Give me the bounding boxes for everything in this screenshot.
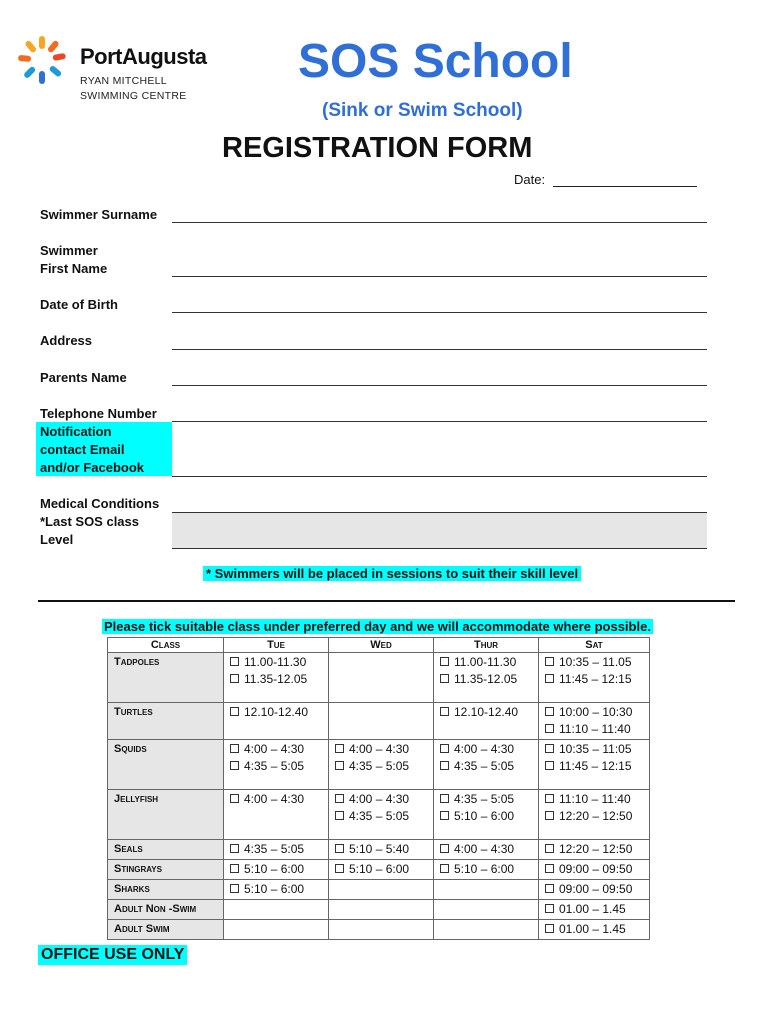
last-class-label-line1: *Last SOS class xyxy=(40,514,139,529)
table-instructions: Please tick suitable class under preferred day and we will accommodate where possible. xyxy=(104,619,651,634)
slot-cell-sat xyxy=(539,703,650,740)
first-name-label-line2: First Name xyxy=(40,261,108,276)
class-name-cell: Seals xyxy=(108,840,224,860)
time-slot-option[interactable] xyxy=(545,808,643,825)
time-slot-label: 09:00 – 09:50 xyxy=(559,882,633,896)
slot-cell-wed xyxy=(329,880,434,900)
slot-cell-thu xyxy=(434,860,539,880)
checkbox-icon[interactable] xyxy=(230,744,239,753)
time-slot-label: 11:10 – 11:40 xyxy=(559,792,631,806)
class-schedule-table xyxy=(107,637,650,940)
time-slot-option[interactable] xyxy=(230,671,322,688)
checkbox-icon[interactable] xyxy=(230,674,239,683)
dob-field[interactable] xyxy=(172,312,707,313)
surname-label: Swimmer Surname xyxy=(40,207,158,222)
slot-cell-sat xyxy=(539,840,650,860)
slot-cell-tue xyxy=(224,653,329,703)
address-label: Address xyxy=(40,333,93,348)
table-row xyxy=(108,880,650,900)
time-slot-option[interactable] xyxy=(335,741,427,758)
slot-cell-wed xyxy=(329,900,434,920)
table-row xyxy=(108,860,650,880)
slot-cell-wed xyxy=(329,920,434,940)
logo-subline-2: SWIMMING CENTRE xyxy=(80,90,187,102)
checkbox-icon[interactable] xyxy=(230,884,239,893)
first-name-field[interactable] xyxy=(172,276,707,277)
office-use-label: OFFICE USE ONLY xyxy=(38,945,187,965)
table-header-row xyxy=(108,638,650,653)
checkbox-icon[interactable] xyxy=(545,924,554,933)
checkbox-icon[interactable] xyxy=(440,811,449,820)
checkbox-icon[interactable] xyxy=(335,864,344,873)
time-slot-label: 11:45 – 12:15 xyxy=(559,759,632,773)
slot-cell-tue xyxy=(224,840,329,860)
first-name-label xyxy=(40,242,107,278)
time-slot-label: 4:35 – 5:05 xyxy=(244,842,305,856)
surname-field[interactable] xyxy=(172,222,707,223)
time-slot-option[interactable] xyxy=(335,861,427,878)
time-slot-label: 01.00 – 1.45 xyxy=(559,922,626,936)
time-slot-label: 09:00 – 09:50 xyxy=(559,862,633,876)
checkbox-icon[interactable] xyxy=(335,794,344,803)
time-slot-label: 5:10 – 5:40 xyxy=(349,842,410,856)
slot-cell-wed xyxy=(329,790,434,840)
checkbox-icon[interactable] xyxy=(230,844,239,853)
time-slot-option[interactable] xyxy=(230,881,322,898)
time-slot-option[interactable] xyxy=(440,741,532,758)
time-slot-option[interactable] xyxy=(545,704,643,721)
time-slot-option[interactable] xyxy=(230,841,322,858)
table-row xyxy=(108,840,650,860)
table-row xyxy=(108,900,650,920)
time-slot-label: 5:10 – 6:00 xyxy=(349,862,410,876)
time-slot-option[interactable] xyxy=(440,704,532,721)
time-slot-option[interactable] xyxy=(440,654,532,671)
header-wed: Wed xyxy=(329,638,434,653)
time-slot-option[interactable] xyxy=(440,808,532,825)
time-slot-option[interactable] xyxy=(545,741,643,758)
notification-label-line3: and/or Facebook xyxy=(40,460,145,475)
slot-cell-sat xyxy=(539,920,650,940)
time-slot-label: 12:20 – 12:50 xyxy=(559,809,633,823)
last-class-label-line2: Level xyxy=(40,532,74,547)
time-slot-label: 11.00-11.30 xyxy=(454,655,517,669)
slot-cell-tue xyxy=(224,703,329,740)
checkbox-icon[interactable] xyxy=(335,761,344,770)
checkbox-icon[interactable] xyxy=(545,657,554,666)
time-slot-option[interactable] xyxy=(545,901,643,918)
school-title: SOS School xyxy=(298,35,573,88)
slot-cell-thu xyxy=(434,900,539,920)
checkbox-icon[interactable] xyxy=(335,844,344,853)
dob-label: Date of Birth xyxy=(40,297,118,312)
checkbox-icon[interactable] xyxy=(230,864,239,873)
time-slot-option[interactable] xyxy=(335,808,427,825)
time-slot-label: 5:10 – 6:00 xyxy=(244,862,305,876)
slot-cell-tue xyxy=(224,790,329,840)
slot-cell-thu xyxy=(434,740,539,790)
checkbox-icon[interactable] xyxy=(545,904,554,913)
time-slot-label: 11:45 – 12:15 xyxy=(559,672,632,686)
slot-cell-tue xyxy=(224,740,329,790)
notification-field[interactable] xyxy=(172,476,707,477)
slot-cell-wed xyxy=(329,840,434,860)
time-slot-option[interactable] xyxy=(545,791,643,808)
time-slot-label: 12.10-12.40 xyxy=(244,705,309,719)
time-slot-label: 10:35 – 11:05 xyxy=(559,742,632,756)
class-name-cell: Adult Swim xyxy=(108,920,224,940)
table-row xyxy=(108,703,650,740)
last-class-field[interactable] xyxy=(172,548,707,549)
checkbox-icon[interactable] xyxy=(545,674,554,683)
time-slot-label: 11.35-12.05 xyxy=(454,672,518,686)
checkbox-icon[interactable] xyxy=(230,707,239,716)
checkbox-icon[interactable] xyxy=(440,674,449,683)
last-class-shade xyxy=(172,513,707,549)
slot-cell-wed xyxy=(329,860,434,880)
slot-cell-thu xyxy=(434,840,539,860)
time-slot-label: 01.00 – 1.45 xyxy=(559,902,626,916)
time-slot-label: 4:00 – 4:30 xyxy=(349,742,410,756)
class-name-cell: Sharks xyxy=(108,880,224,900)
time-slot-label: 11.35-12.05 xyxy=(244,672,308,686)
time-slot-option[interactable] xyxy=(230,791,322,808)
slot-cell-sat xyxy=(539,740,650,790)
time-slot-option[interactable] xyxy=(545,758,643,775)
checkbox-icon[interactable] xyxy=(440,761,449,770)
last-class-label xyxy=(40,513,139,549)
notification-label xyxy=(40,423,144,477)
table-row xyxy=(108,920,650,940)
time-slot-option[interactable] xyxy=(545,881,643,898)
time-slot-label: 4:00 – 4:30 xyxy=(244,792,305,806)
checkbox-icon[interactable] xyxy=(545,811,554,820)
time-slot-label: 4:35 – 5:05 xyxy=(349,809,410,823)
checkbox-icon[interactable] xyxy=(545,724,554,733)
first-name-label-line1: Swimmer xyxy=(40,243,98,258)
checkbox-icon[interactable] xyxy=(440,844,449,853)
time-slot-option[interactable] xyxy=(440,861,532,878)
medical-label: Medical Conditions xyxy=(40,496,160,511)
checkbox-icon[interactable] xyxy=(440,707,449,716)
time-slot-option[interactable] xyxy=(440,758,532,775)
slot-cell-tue xyxy=(224,900,329,920)
time-slot-option[interactable] xyxy=(545,654,643,671)
time-slot-label: 11:10 – 11:40 xyxy=(559,722,631,736)
time-slot-label: 4:35 – 5:05 xyxy=(244,759,305,773)
table-row xyxy=(108,740,650,790)
address-field[interactable] xyxy=(172,349,707,350)
telephone-label: Telephone Number xyxy=(40,406,157,421)
slot-cell-sat xyxy=(539,790,650,840)
checkbox-icon[interactable] xyxy=(545,744,554,753)
slot-cell-wed xyxy=(329,740,434,790)
header-sat: Sat xyxy=(539,638,650,653)
time-slot-option[interactable] xyxy=(230,654,322,671)
date-label: Date: xyxy=(514,172,546,187)
slot-cell-tue xyxy=(224,880,329,900)
time-slot-option[interactable] xyxy=(440,791,532,808)
parents-name-field[interactable] xyxy=(172,385,707,386)
time-slot-label: 5:10 – 6:00 xyxy=(454,862,515,876)
time-slot-label: 4:00 – 4:30 xyxy=(454,842,515,856)
time-slot-label: 4:00 – 4:30 xyxy=(349,792,410,806)
slot-cell-wed xyxy=(329,653,434,703)
slot-cell-tue xyxy=(224,920,329,940)
checkbox-icon[interactable] xyxy=(230,794,239,803)
time-slot-option[interactable] xyxy=(440,671,532,688)
logo-name: PortAugusta xyxy=(80,44,207,69)
date-field[interactable] xyxy=(553,186,697,187)
time-slot-option[interactable] xyxy=(545,861,643,878)
time-slot-label: 4:35 – 5:05 xyxy=(454,759,515,773)
slot-cell-tue xyxy=(224,860,329,880)
time-slot-option[interactable] xyxy=(335,791,427,808)
time-slot-label: 4:00 – 4:30 xyxy=(244,742,305,756)
table-row xyxy=(108,790,650,840)
checkbox-icon[interactable] xyxy=(545,864,554,873)
time-slot-option[interactable] xyxy=(440,841,532,858)
logo-subline-1: RYAN MITCHELL xyxy=(80,75,167,87)
notification-label-line1: Notification xyxy=(40,424,112,439)
slot-cell-thu xyxy=(434,653,539,703)
checkbox-icon[interactable] xyxy=(230,657,239,666)
checkbox-icon[interactable] xyxy=(335,744,344,753)
telephone-field[interactable] xyxy=(172,421,707,422)
time-slot-label: 10:35 – 11.05 xyxy=(559,655,632,669)
time-slot-label: 12.10-12.40 xyxy=(454,705,519,719)
slot-cell-wed xyxy=(329,703,434,740)
header-thur: Thur xyxy=(434,638,539,653)
notification-label-line2: contact Email xyxy=(40,442,125,457)
class-name-cell: Turtles xyxy=(108,703,224,740)
slot-cell-sat xyxy=(539,880,650,900)
slot-cell-sat xyxy=(539,860,650,880)
form-title: REGISTRATION FORM xyxy=(222,132,533,164)
class-name-cell: Adult Non -Swim xyxy=(108,900,224,920)
time-slot-label: 5:10 – 6:00 xyxy=(244,882,305,896)
time-slot-label: 11.00-11.30 xyxy=(244,655,307,669)
time-slot-label: 4:35 – 5:05 xyxy=(454,792,515,806)
time-slot-option[interactable] xyxy=(230,741,322,758)
time-slot-option[interactable] xyxy=(545,841,643,858)
time-slot-label: 10:00 – 10:30 xyxy=(559,705,633,719)
class-name-cell: Squids xyxy=(108,740,224,790)
checkbox-icon[interactable] xyxy=(230,761,239,770)
time-slot-option[interactable] xyxy=(545,921,643,938)
time-slot-label: 5:10 – 6:00 xyxy=(454,809,515,823)
slot-cell-thu xyxy=(434,790,539,840)
checkbox-icon[interactable] xyxy=(545,761,554,770)
section-divider xyxy=(38,600,735,602)
class-name-cell: Tadpoles xyxy=(108,653,224,703)
slot-cell-thu xyxy=(434,703,539,740)
time-slot-label: 4:35 – 5:05 xyxy=(349,759,410,773)
time-slot-label: 4:00 – 4:30 xyxy=(454,742,515,756)
time-slot-option[interactable] xyxy=(230,861,322,878)
class-name-cell: Jellyfish xyxy=(108,790,224,840)
table-row xyxy=(108,653,650,703)
slot-cell-sat xyxy=(539,653,650,703)
time-slot-label: 12:20 – 12:50 xyxy=(559,842,633,856)
checkbox-icon[interactable] xyxy=(545,884,554,893)
header-class: Class xyxy=(108,638,224,653)
slot-cell-thu xyxy=(434,880,539,900)
class-name-cell: Stingrays xyxy=(108,860,224,880)
time-slot-option[interactable] xyxy=(335,758,427,775)
checkbox-icon[interactable] xyxy=(440,744,449,753)
time-slot-option[interactable] xyxy=(545,721,643,738)
slot-cell-sat xyxy=(539,900,650,920)
parents-name-label: Parents Name xyxy=(40,370,127,385)
checkbox-icon[interactable] xyxy=(335,811,344,820)
time-slot-option[interactable] xyxy=(230,704,322,721)
checkbox-icon[interactable] xyxy=(545,844,554,853)
checkbox-icon[interactable] xyxy=(545,794,554,803)
skill-level-note: * Swimmers will be placed in sessions to suit their skill level xyxy=(203,566,581,581)
school-subtitle: (Sink or Swim School) xyxy=(322,100,523,121)
time-slot-option[interactable] xyxy=(335,841,427,858)
time-slot-option[interactable] xyxy=(230,758,322,775)
checkbox-icon[interactable] xyxy=(440,864,449,873)
checkbox-icon[interactable] xyxy=(440,794,449,803)
checkbox-icon[interactable] xyxy=(545,707,554,716)
checkbox-icon[interactable] xyxy=(440,657,449,666)
time-slot-option[interactable] xyxy=(545,671,643,688)
header-tue: Tue xyxy=(224,638,329,653)
slot-cell-thu xyxy=(434,920,539,940)
